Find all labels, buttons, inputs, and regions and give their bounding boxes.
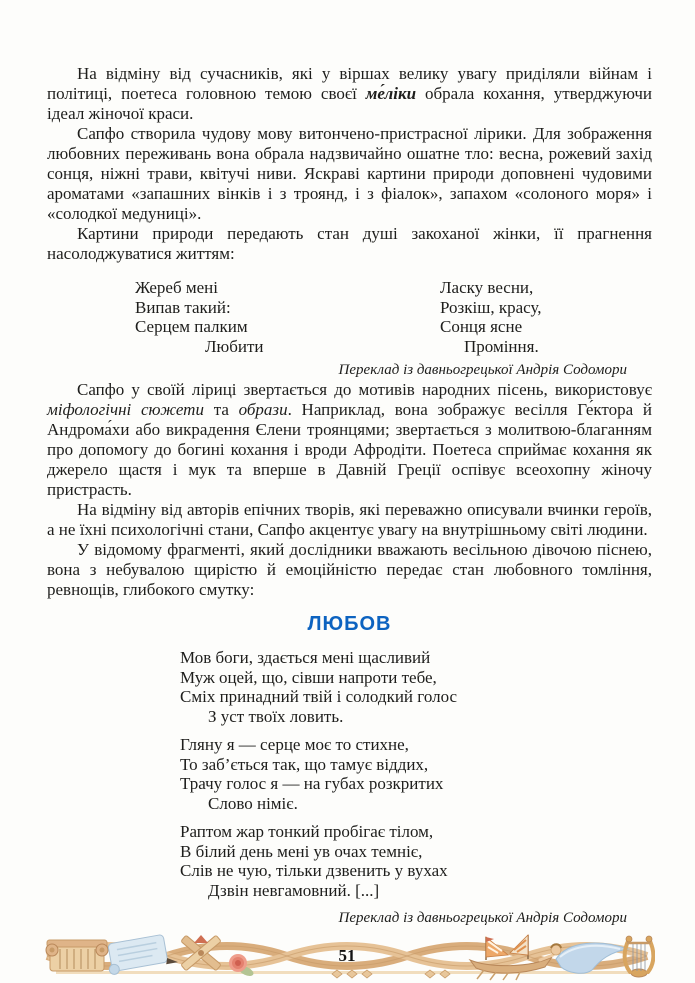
footer-ornament: [40, 929, 655, 981]
paragraph-4: [47, 380, 652, 500]
poem-line: З уст твоїх ловить.: [208, 706, 344, 726]
paragraph-4-text: Сапфо у своїй ліриці звертається до мотивів народних пісень, використовує: [77, 380, 652, 399]
muse-icon: [540, 943, 628, 973]
poem-stanza-1: [180, 648, 652, 726]
page-content: [47, 64, 652, 928]
poem-line: Трачу голос я — на губах розкритих: [180, 774, 444, 793]
ionic-column-icon: [46, 940, 108, 971]
poem-line: Гляну я — серце моє то стихне,: [180, 735, 409, 754]
paragraph-1-text: На відміну від сучасників, які у віршах велику увагу приділяли війнам і політиці, поетеса головною темою своєї: [47, 64, 652, 103]
poem-title: ЛЮБОВ: [307, 613, 392, 635]
paragraph-1: [47, 64, 652, 124]
poem-line: Муж оцей, що, сівши напроти тебе,: [180, 667, 437, 687]
term-mythological-plots: міфологічні сюжети: [47, 400, 204, 419]
poem-line: В білий день мені ув очах темніє,: [180, 841, 423, 861]
verse-line: Розкіш, красу,: [440, 297, 542, 317]
term-meliky: ме́ліки: [365, 84, 417, 103]
poem-stanza-2: [180, 735, 652, 813]
verse-line: Любити: [205, 336, 264, 356]
poem-line: Мов боги, здається мені щасливий: [180, 648, 431, 667]
verse-line: Ласку весни,: [440, 278, 534, 297]
verse-line: Проміння.: [464, 336, 539, 356]
paragraph-4-text-mid: та: [203, 400, 239, 419]
poem-line: То заб’ється так, що тамує віддих,: [180, 754, 429, 774]
verse-column-left: [135, 278, 264, 356]
paragraph-1-text-end: обрала кохання, утверджуючи ідеал жіночої краси.: [47, 84, 652, 123]
verse-excerpt: [47, 278, 652, 358]
translation-credit: Переклад із давньогрецької Андрія Содомори: [338, 910, 627, 926]
poem-line: Слово німіє.: [208, 793, 298, 813]
verse-line: Жереб мені: [135, 278, 218, 297]
poem-line: Раптом жар тонкий пробігає тілом,: [180, 822, 434, 841]
verse-column-right: [440, 278, 542, 356]
paragraph-6: У відомому фрагменті, який дослідники вважають весільною дівочою піснею, вона з небувалою щирістю й емоційністю передає стан любовного томління, ревнощів, глибокого смутку:: [47, 540, 652, 599]
term-images: образи: [238, 400, 288, 419]
poem-line: Слів не чую, тільки дзвенить у вухах: [180, 861, 448, 880]
paragraph-5: На відміну від авторів епічних творів, які переважно описували вчинки героїв, а не їхні психологічні стани, Сапфо акцентує увагу на внутрішньому світі людини.: [47, 500, 652, 539]
page-number: 51: [338, 946, 356, 965]
translation-credit: Переклад із давньогрецької Андрія Содомори: [338, 362, 627, 378]
paragraph-3: Картини природи передають стан душі закоханої жінки, її прагнення насолоджуватися життям:: [47, 224, 652, 263]
poem-stanza-3: [180, 822, 652, 900]
paragraph-4-text-end: . Наприклад, вона зображує весілля Ге́ктора й Андрома́хи або викрадення Єлени троянцями; звертається з молитвою-благанням про допомогу до богині кохання і вроди Афродіти. Поетеса сприймає кохання як джерело щастя і мук та вперше в Давній Греції оспівує всеохопну жіночу пристрасть.: [47, 400, 652, 499]
paragraph-2: Сапфо створила чудову мову витончено-пристрасної лірики. Для зображення любовних переживань вона обрала надзвичайно ошатне тло: весна, рожевий захід сонця, ніжні трави, квітучі ниви. Яскраві картини природи доповнені чудовими ароматами «запашних вінків і з троянд, і з фіалок», запахом «солоного моря» і «солодкої медуниці».: [47, 124, 652, 223]
verse-line: Випав такий:: [135, 297, 231, 317]
verse-line: Серцем палким: [135, 317, 248, 336]
verse-line: Сонця ясне: [440, 317, 523, 336]
poem-line: Сміх принадний твій і солодкий голос: [180, 687, 458, 706]
poem-line: Дзвін невгамовний. [...]: [208, 880, 380, 900]
